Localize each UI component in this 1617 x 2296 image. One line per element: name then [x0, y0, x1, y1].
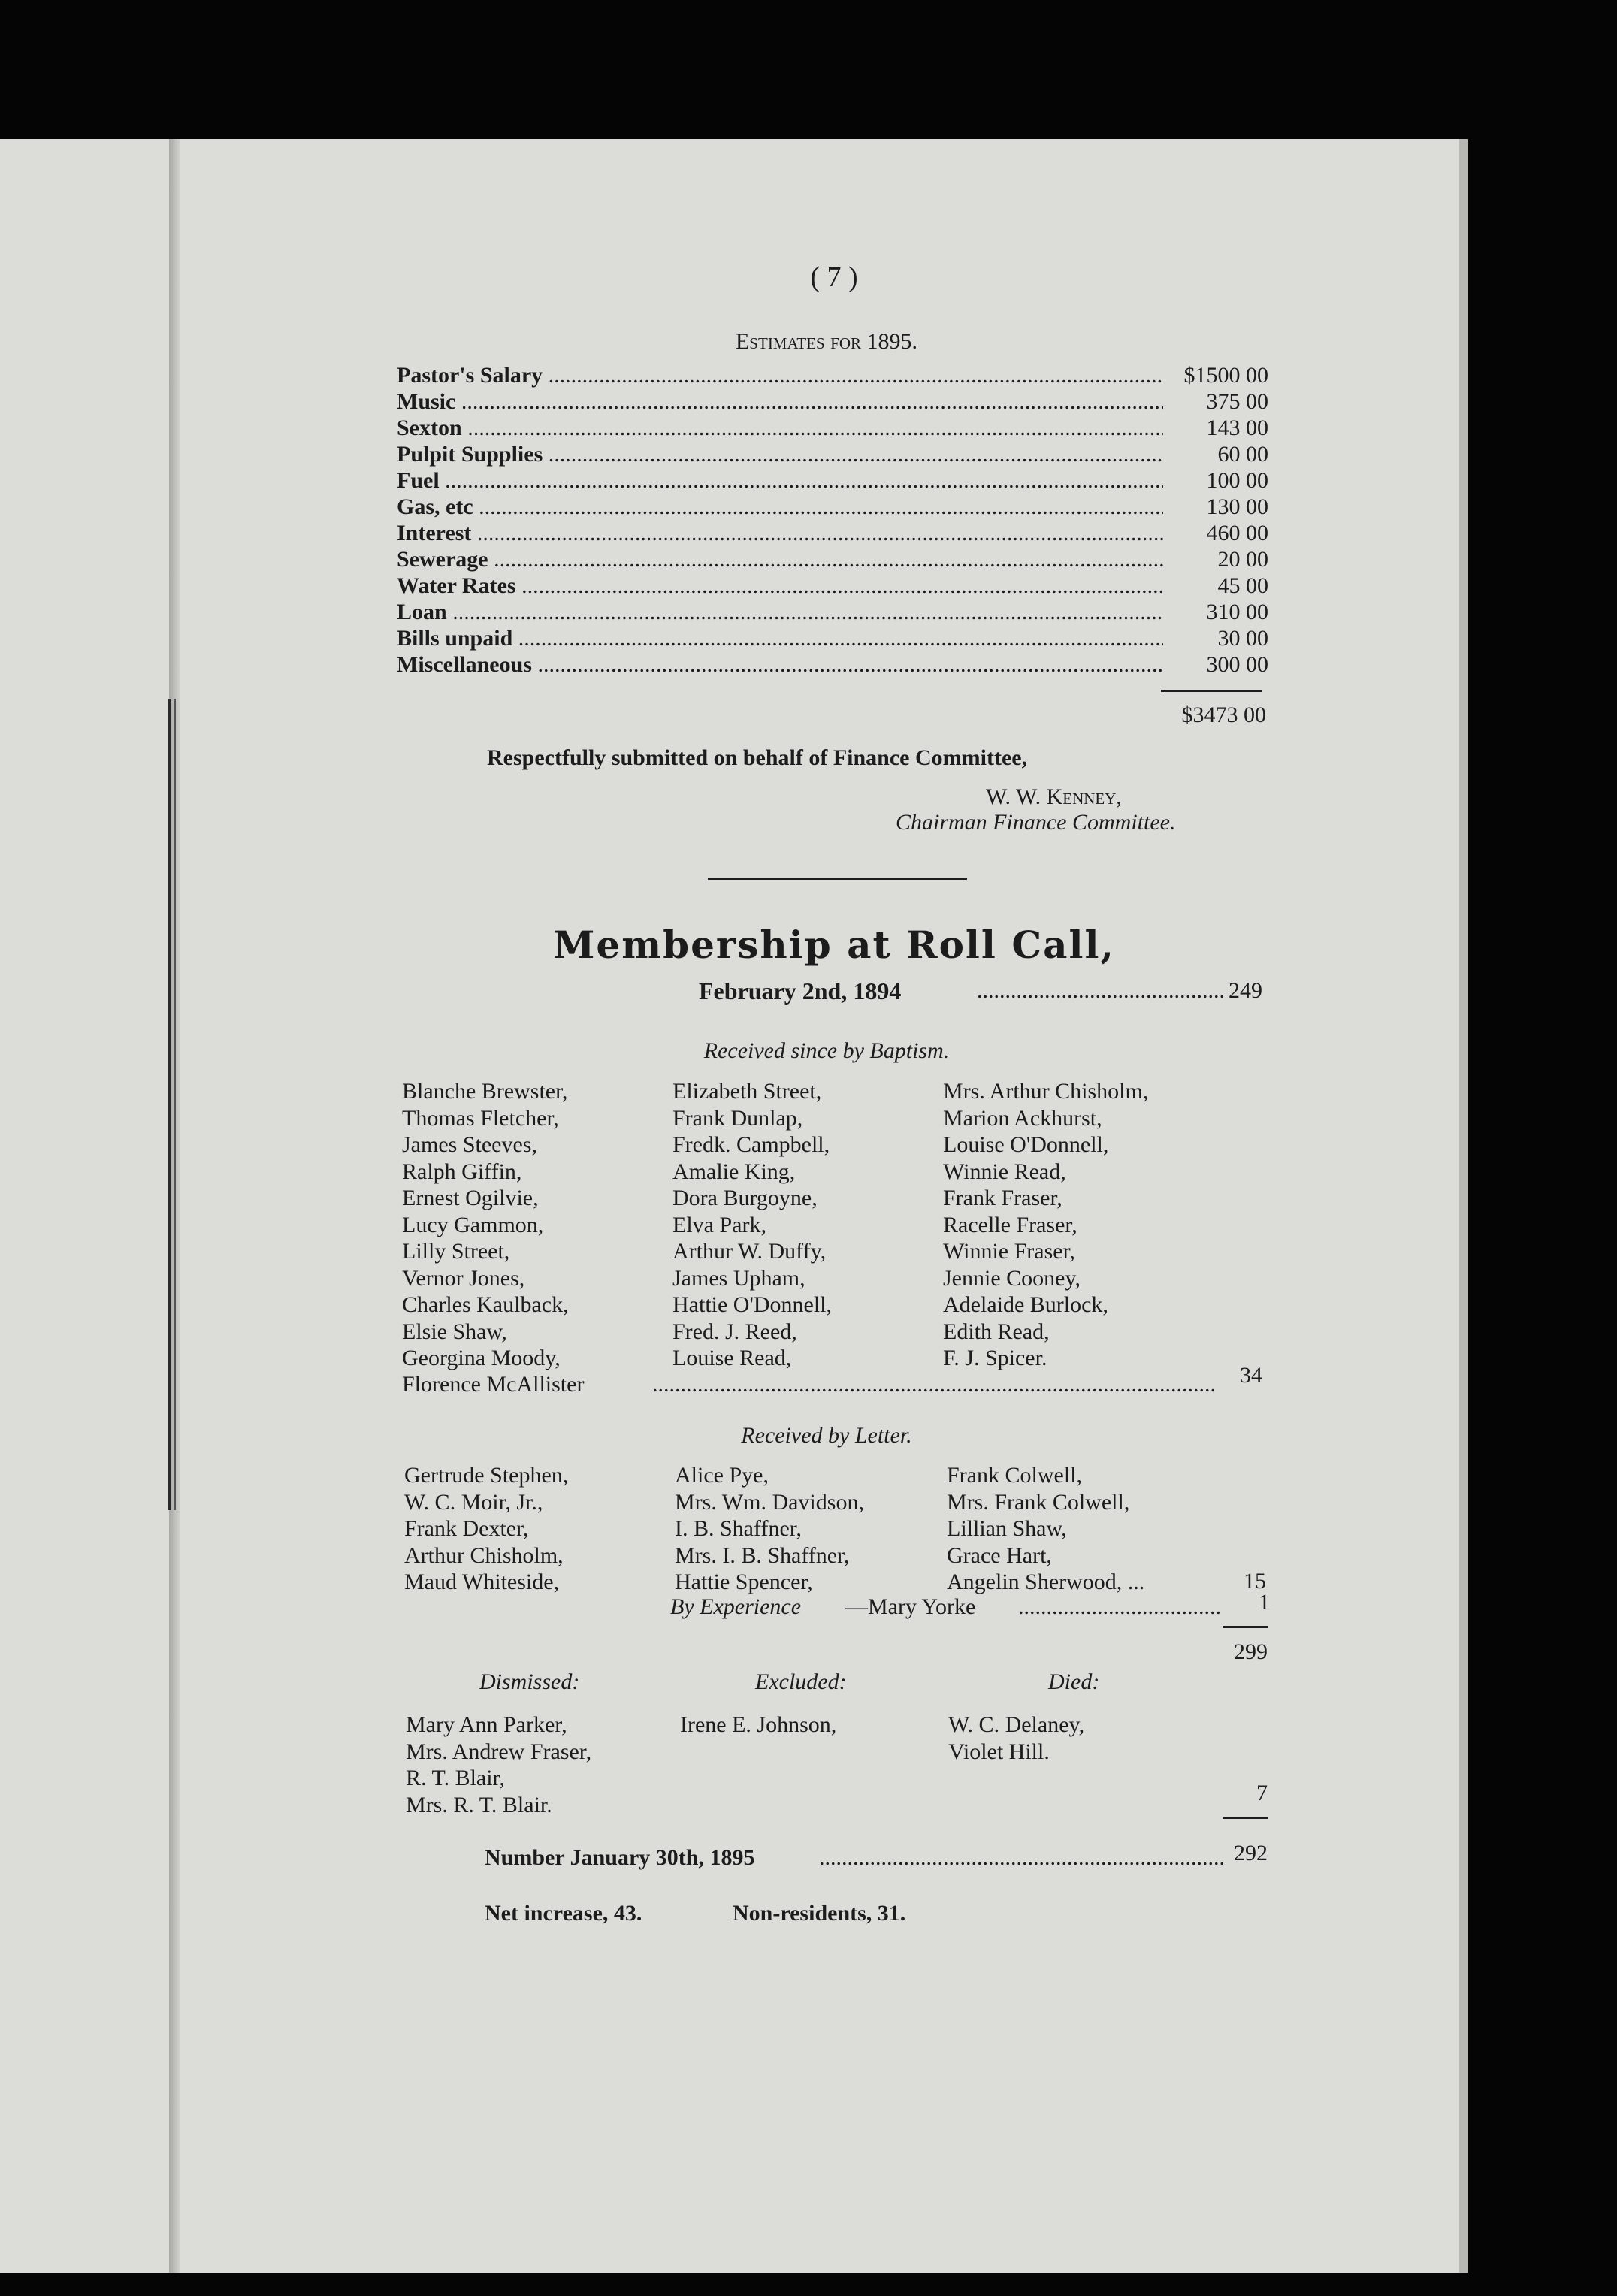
estimate-row — [397, 546, 1268, 572]
removed-count: 7 — [1256, 1781, 1268, 1805]
estimates-table — [397, 362, 1268, 685]
estimate-label: Fuel ..... — [397, 467, 1163, 494]
member-name: Amalie King, — [672, 1159, 796, 1184]
member-name: W. C. Delaney, — [948, 1712, 1085, 1737]
member-name: Gertrude Stephen, — [404, 1463, 569, 1488]
member-name: Alice Pye, — [675, 1463, 769, 1488]
roll-call-date: February 2nd, 1894 — [699, 977, 902, 1005]
estimate-amount: 375 00 — [1206, 389, 1268, 414]
estimate-row — [397, 388, 1268, 415]
estimate-label: Bills unpaid ..... — [397, 625, 1163, 651]
estimate-amount: 20 00 — [1217, 547, 1268, 572]
estimate-label: Interest ..... — [397, 520, 1163, 546]
member-name: James Upham, — [672, 1265, 805, 1291]
member-name: Fred. J. Reed, — [672, 1319, 797, 1344]
member-name: Irene E. Johnson, — [680, 1712, 837, 1737]
page-number: ( 7 ) — [810, 261, 858, 293]
signer-title: Chairman Finance Committee. — [896, 810, 1176, 835]
experience-count: 1 — [1259, 1590, 1270, 1615]
letter-column-1 — [404, 1462, 568, 1596]
estimate-label: Sexton ..... — [397, 415, 1163, 441]
estimate-label: Music ..... — [397, 388, 1163, 415]
estimate-label: Pastor's Salary ..... — [397, 362, 1163, 388]
estimate-row — [397, 362, 1268, 388]
estimate-row — [397, 520, 1268, 546]
died-column — [948, 1711, 1084, 1765]
baptism-count: 34 — [1240, 1363, 1262, 1388]
baptism-column-2 — [672, 1078, 832, 1372]
member-name: Violet Hill. — [948, 1739, 1050, 1764]
baptism-leader — [652, 1372, 1216, 1397]
non-residents: Non-residents, 31. — [733, 1901, 906, 1926]
experience-name: —Mary Yorke — [845, 1594, 976, 1619]
final-leader — [819, 1845, 1225, 1871]
estimate-amount: 30 00 — [1217, 626, 1268, 651]
member-name: Frank Colwell, — [947, 1463, 1082, 1488]
member-name: Mary Ann Parker, — [406, 1712, 567, 1737]
member-name: Arthur W. Duffy, — [672, 1239, 827, 1264]
member-name: James Steeves, — [402, 1132, 537, 1157]
section-divider — [708, 878, 967, 880]
letter-column-2 — [675, 1462, 864, 1596]
baptism-last-name: Florence McAllister — [402, 1372, 585, 1397]
estimate-row — [397, 441, 1268, 467]
estimate-amount: 310 00 — [1206, 600, 1268, 624]
baptism-column-1 — [402, 1078, 569, 1372]
member-name: Lucy Gammon, — [402, 1212, 544, 1237]
member-name: Racelle Fraser, — [943, 1212, 1077, 1237]
estimate-label: Pulpit Supplies ..... — [397, 441, 1163, 467]
estimate-label: Loan ..... — [397, 599, 1163, 625]
net-increase: Net increase, 43. — [485, 1901, 642, 1926]
experience-label: By Experience — [670, 1594, 802, 1619]
final-label: Number January 30th, 1895 — [485, 1845, 755, 1870]
member-name: Frank Fraser, — [943, 1186, 1062, 1210]
final-rule — [1223, 1817, 1268, 1819]
estimate-amount: 60 00 — [1217, 442, 1268, 467]
died-heading: Died: — [1048, 1669, 1100, 1694]
estimate-row — [397, 494, 1268, 520]
excluded-heading: Excluded: — [755, 1669, 847, 1694]
estimate-amount: 143 00 — [1206, 415, 1268, 440]
member-name: Dora Burgoyne, — [672, 1186, 818, 1210]
member-name: Adelaide Burlock, — [943, 1292, 1108, 1317]
member-name: Winnie Fraser, — [943, 1239, 1075, 1264]
estimates-title: Estimates for 1895. — [735, 329, 918, 354]
member-name: Louise O'Donnell, — [943, 1132, 1109, 1157]
member-name: Mrs. Andrew Fraser, — [406, 1739, 592, 1764]
estimate-row — [397, 651, 1268, 678]
member-name: F. J. Spicer. — [943, 1346, 1047, 1370]
member-name: Hattie O'Donnell, — [672, 1292, 833, 1317]
member-name: Blanche Brewster, — [402, 1079, 568, 1104]
member-name: Lilly Street, — [402, 1239, 510, 1264]
page-edge — [1459, 139, 1468, 2273]
subtotal-count: 299 — [1234, 1639, 1268, 1664]
estimate-label: Gas, etc ..... — [397, 494, 1163, 520]
member-name: Marion Ackhurst, — [943, 1105, 1102, 1131]
member-name: Mrs. Arthur Chisholm, — [943, 1079, 1149, 1104]
member-name: Ralph Giffin, — [402, 1159, 522, 1184]
baptism-column-3 — [943, 1078, 1148, 1372]
member-name: Lillian Shaw, — [947, 1516, 1067, 1541]
baptism-heading: Received since by Baptism. — [703, 1038, 950, 1063]
member-name: R. T. Blair, — [406, 1766, 505, 1790]
estimate-label: Water Rates ..... — [397, 572, 1163, 599]
roll-call-leader — [977, 978, 1225, 1004]
dismissed-heading: Dismissed: — [479, 1669, 580, 1694]
member-name: Mrs. R. T. Blair. — [406, 1792, 552, 1817]
member-name: Ernest Ogilvie, — [402, 1186, 539, 1210]
member-name: Angelin Sherwood, ... — [947, 1569, 1145, 1594]
letter-count: 15 — [1244, 1569, 1266, 1594]
estimate-row — [397, 572, 1268, 599]
roll-call-count: 249 — [1229, 978, 1262, 1003]
estimate-amount: 300 00 — [1206, 652, 1268, 677]
signer-name: W. W. Kenney, — [986, 784, 1122, 809]
excluded-column — [680, 1711, 836, 1739]
binding-fold — [168, 699, 176, 1510]
estimate-amount: 130 00 — [1206, 494, 1268, 519]
member-name: Charles Kaulback, — [402, 1292, 569, 1317]
member-name: Hattie Spencer, — [675, 1569, 813, 1594]
letter-column-3 — [947, 1462, 1144, 1596]
member-name: Arthur Chisholm, — [404, 1542, 564, 1568]
estimate-amount: 100 00 — [1206, 468, 1268, 493]
letter-heading: Received by Letter. — [741, 1423, 912, 1448]
member-name: Mrs. Wm. Davidson, — [675, 1489, 864, 1515]
estimate-amount: 45 00 — [1217, 573, 1268, 598]
member-name: W. C. Moir, Jr., — [404, 1489, 543, 1515]
member-name: Grace Hart, — [947, 1542, 1052, 1568]
estimate-row — [397, 467, 1268, 494]
submitted-line: Respectfully submitted on behalf of Finance Committee, — [487, 745, 1028, 770]
estimate-row — [397, 625, 1268, 651]
final-count: 292 — [1234, 1841, 1268, 1866]
experience-leader — [1018, 1594, 1221, 1620]
estimate-amount: $1500 00 — [1183, 363, 1268, 388]
estimate-label: Miscellaneous ..... — [397, 651, 1163, 678]
estimate-label: Sewerage ..... — [397, 546, 1163, 572]
member-name: Edith Read, — [943, 1319, 1050, 1344]
member-name: Winnie Read, — [943, 1159, 1066, 1184]
estimates-total: $3473 00 — [1181, 702, 1266, 727]
total-rule — [1161, 690, 1262, 692]
member-name: Jennie Cooney, — [943, 1265, 1081, 1291]
member-name: Thomas Fletcher, — [402, 1105, 559, 1131]
member-name: Mrs. I. B. Shaffner, — [675, 1542, 850, 1568]
member-name: Elva Park, — [672, 1212, 766, 1237]
member-name: Elizabeth Street, — [672, 1079, 822, 1104]
estimate-row — [397, 415, 1268, 441]
member-name: Georgina Moody, — [402, 1346, 561, 1370]
member-name: Maud Whiteside, — [404, 1569, 560, 1594]
estimate-amount: 460 00 — [1206, 521, 1268, 545]
member-name: Fredk. Campbell, — [672, 1132, 830, 1157]
member-name: Louise Read, — [672, 1346, 792, 1370]
dismissed-column — [406, 1711, 591, 1818]
estimate-row — [397, 599, 1268, 625]
member-name: Vernor Jones, — [402, 1265, 525, 1291]
subtotal-rule — [1223, 1626, 1268, 1628]
member-name: Mrs. Frank Colwell, — [947, 1489, 1130, 1515]
member-name: I. B. Shaffner, — [675, 1516, 802, 1541]
membership-heading: Membership at Roll Call, — [553, 923, 1115, 967]
member-name: Elsie Shaw, — [402, 1319, 507, 1344]
member-name: Frank Dexter, — [404, 1516, 529, 1541]
member-name: Frank Dunlap, — [672, 1105, 803, 1131]
